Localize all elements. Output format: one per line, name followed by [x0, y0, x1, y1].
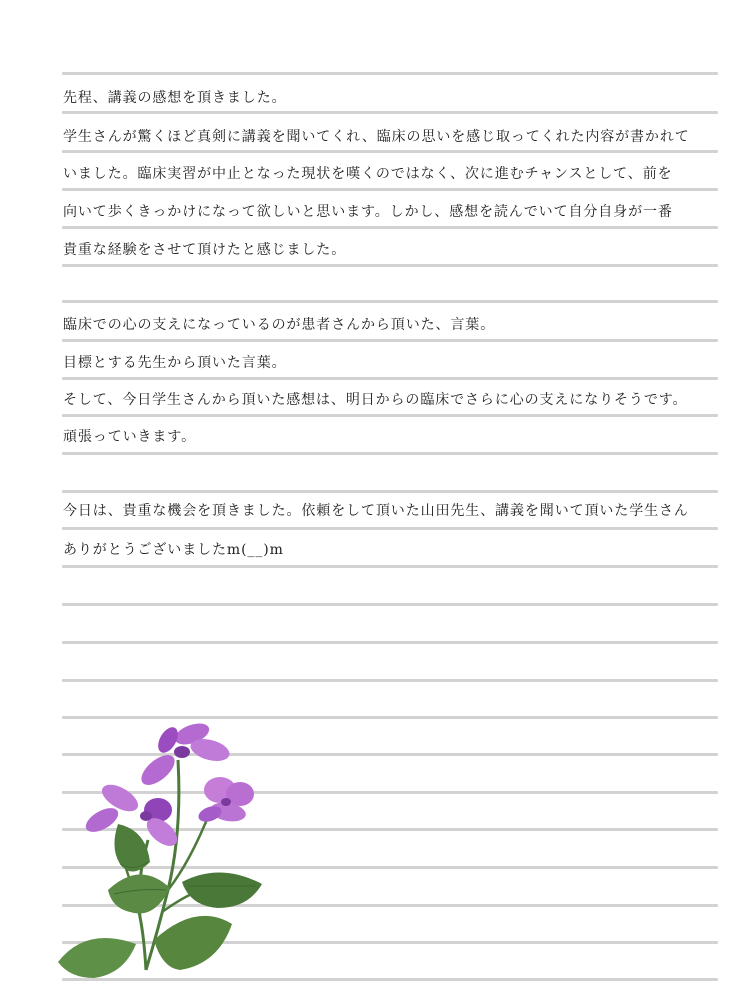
text-line-10: 今日は、貴重な機会を頂きました。依頼をして頂いた山田先生、講義を聞いて頂いた学生さん — [63, 503, 689, 519]
text-line-5: 貴重な経験をさせて頂けたと感じました。 — [63, 242, 347, 258]
text-line-8: そして、今日学生さんから頂いた感想は、明日からの臨床でさらに心の支えになりそうです。 — [63, 392, 688, 408]
text-line-3: いました。臨床実習が中止となった現状を嘆くのではなく、次に進むチャンスとして、前を — [63, 166, 673, 182]
text-line-9: 頑張っていきます。 — [63, 429, 196, 445]
ruled-line — [62, 226, 718, 229]
violet-flower-illustration — [50, 712, 270, 987]
ruled-line — [62, 150, 718, 153]
ruled-line — [62, 603, 718, 606]
ruled-line — [62, 641, 718, 644]
ruled-line — [62, 188, 718, 191]
ruled-line — [62, 377, 718, 380]
ruled-line — [62, 679, 718, 682]
text-line-11: ありがとうございましたm(__)m — [63, 542, 284, 558]
ruled-line — [62, 527, 718, 530]
text-line-7: 目標とする先生から頂いた言葉。 — [63, 355, 287, 371]
ruled-line — [62, 300, 718, 303]
ruled-line — [62, 111, 718, 114]
ruled-line — [62, 565, 718, 568]
ruled-line — [62, 339, 718, 342]
text-line-4: 向いて歩くきっかけになって欲しいと思います。しかし、感想を読んでいて自分自身が一番 — [63, 204, 673, 220]
ruled-line — [62, 452, 718, 455]
ruled-line — [62, 414, 718, 417]
text-line-2: 学生さんが驚くほど真剣に講義を聞いてくれ、臨床の思いを感じ取ってくれた内容が書かれて — [63, 129, 690, 145]
ruled-line — [62, 490, 718, 493]
ruled-line — [62, 264, 718, 267]
text-line-1: 先程、講義の感想を頂きました。 — [63, 90, 287, 106]
text-line-6: 臨床での心の支えになっているのが患者さんから頂いた、言葉。 — [63, 317, 496, 333]
ruled-line — [62, 72, 718, 75]
